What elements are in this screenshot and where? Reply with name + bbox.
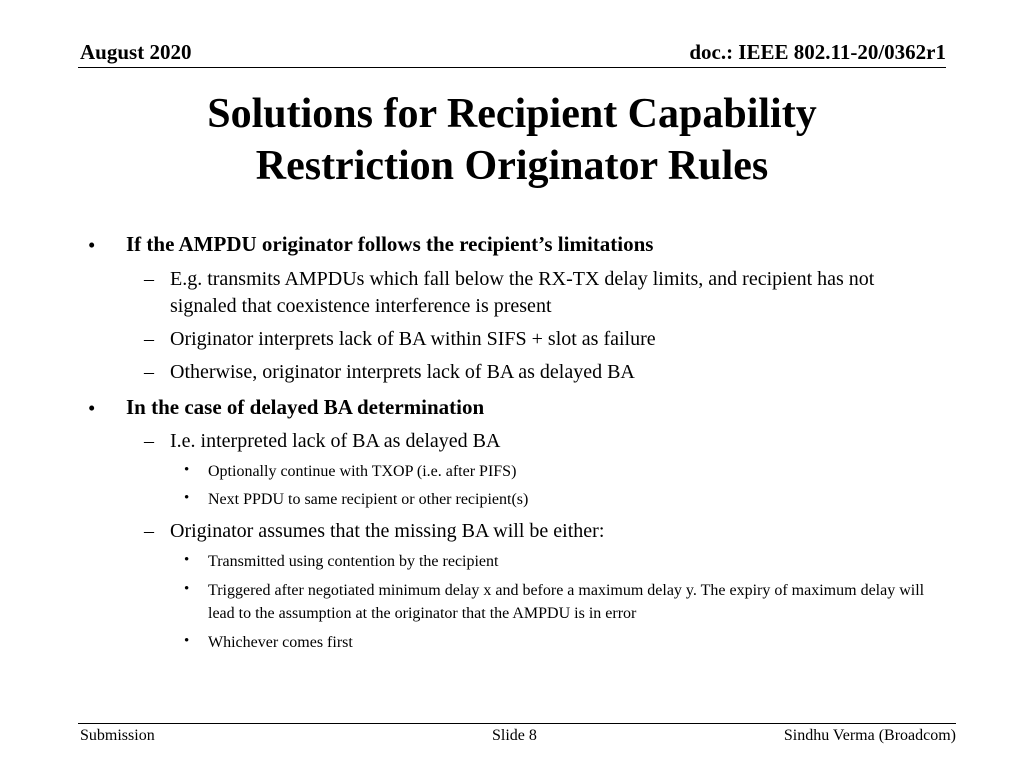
small-bullet-marker: • [184, 462, 190, 478]
dash-marker: – [144, 520, 154, 542]
footer-submission: Submission [80, 727, 155, 744]
header-divider [78, 67, 946, 68]
dash-marker: – [144, 268, 154, 290]
footer-slide-number: Slide 8 [492, 727, 537, 744]
bullet-2-sub-2-item-3: Whichever comes first [208, 634, 353, 651]
bullet-2-sub-2: Originator assumes that the missing BA will be either: [170, 520, 605, 542]
slide-title-line-2: Restriction Originator Rules [255, 143, 769, 189]
bullet-1-text: If the AMPDU originator follows the recipient’s limitations [126, 232, 654, 256]
header-date: August 2020 [80, 40, 192, 64]
footer-divider [78, 723, 956, 724]
bullet-2-sub-2-item-2: Triggered after negotiated minimum delay x and before a maximum delay y. The expiry of maximum delay will lead to the assumption at the originator that the AMPDU is in error [208, 582, 925, 622]
small-bullet-marker: • [184, 581, 190, 597]
small-bullet-marker: • [184, 552, 190, 568]
slide-title-line-1: Solutions for Recipient Capability [207, 91, 817, 137]
header-doc-id: doc.: IEEE 802.11-20/0362r1 [689, 40, 946, 64]
dash-marker: – [144, 328, 154, 350]
footer-author: Sindhu Verma (Broadcom) [783, 727, 956, 744]
bullet-1-sub-2: Originator interprets lack of BA within SIFS + slot as failure [170, 328, 656, 350]
bullet-2-sub-1-item-1: Optionally continue with TXOP (i.e. after PIFS) [208, 463, 517, 480]
slide-title [60, 88, 964, 192]
bullet-1-sub-1: E.g. transmits AMPDUs which fall below the RX-TX delay limits, and recipient has not signaled that coexistence interference is present [170, 268, 875, 317]
bullet-marker: • [88, 233, 96, 257]
bullet-2-text: In the case of delayed BA determination [126, 395, 485, 419]
bullet-2-sub-2-item-1: Transmitted using contention by the recipient [208, 553, 499, 570]
bullet-marker: • [88, 396, 96, 420]
small-bullet-marker: • [184, 633, 190, 649]
small-bullet-marker: • [184, 490, 190, 506]
bullet-2-sub-1: I.e. interpreted lack of BA as delayed BA [170, 430, 501, 452]
dash-marker: – [144, 361, 154, 383]
dash-marker: – [144, 430, 154, 452]
bullet-1-sub-3: Otherwise, originator interprets lack of BA as delayed BA [170, 361, 635, 383]
bullet-2-sub-1-item-2: Next PPDU to same recipient or other recipient(s) [208, 491, 529, 508]
